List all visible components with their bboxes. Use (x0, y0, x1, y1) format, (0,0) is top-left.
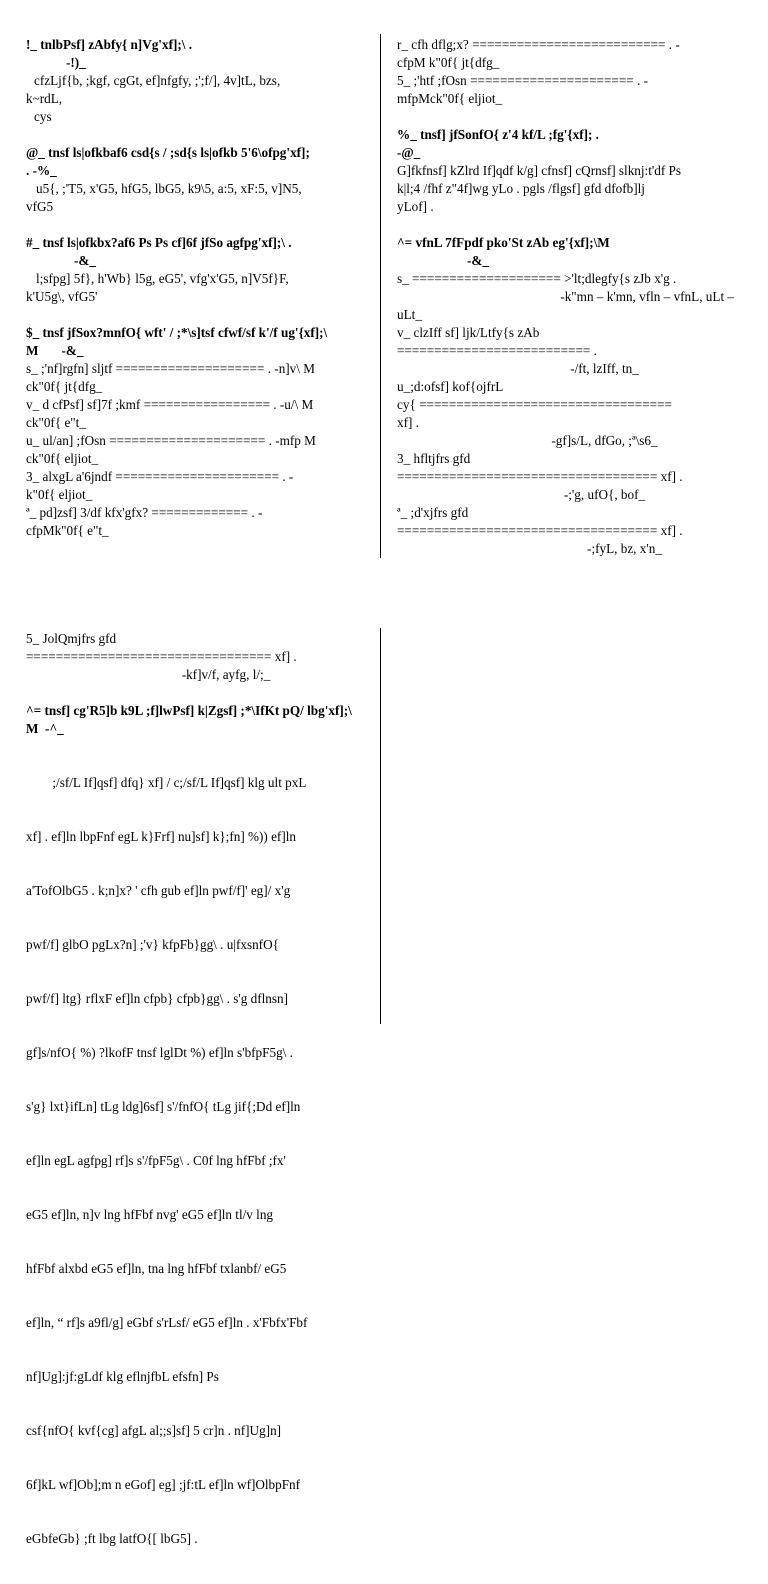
question-2-heading: @_ tnsf ls|ofkbaf6 csd{s / ;sd{s ls|ofkb 5'6\ofpg'xf]; (26, 145, 310, 160)
question-1-words: cfzLjf{b, ;kgf, cgGt, ef]nfgfy, ;';f/], 4v]tL, bzs, (34, 73, 281, 88)
question-2 (26, 144, 366, 216)
passage-line: csf{nfO{ kvf{cg] afgL al;;s]sf] 5 cr]n . nf]Ug]n] (26, 1423, 282, 1438)
question-2-words-cont: vfG5 (26, 199, 54, 214)
passage-line: ;/sf/L If]qsf] dfq} xf] / c;/sf/L If]qsf] klg ult pxL (26, 775, 307, 790)
question-6-item-d-hint: -;'g, ufO{, bof_ (563, 487, 646, 502)
question-4-heading (26, 324, 366, 360)
question-6-heading: ^= vfnL 7fFpdf pko'St zAb eg'{xf];\M (397, 235, 610, 250)
question-6-item-d: 3_ hfltjfrs gfd (397, 451, 471, 466)
question-7-passage (26, 738, 366, 1584)
question-4-item-a-hint: ck"0f{ jt{dfg_ (26, 379, 103, 394)
question-4-item-b-hint: ck"0f{ e"t_ (26, 415, 86, 430)
question-6-item-a-hint-cont: uLt_ (397, 307, 422, 322)
passage-line: gf]s/nfO{ %) ?lkofF tnsf lglDt %) ef]ln s'bfpF5g\ . (26, 1045, 293, 1060)
passage-line: ef]ln, “ rf]s a9fl/g] eGbf s'rLsf/ eG5 ef]ln . x'Fbfx'Fbf (26, 1315, 308, 1330)
passage-line: pwf/f] glbO pgLx?n] ;'v} kfpFb}gg\ . u|fxsnfO{ (26, 937, 279, 952)
passage-line: eGbfeGb} ;ft lbg latfO{[ lbG5] . (26, 1531, 198, 1546)
bottom-left-column (26, 630, 366, 1584)
question-4 (26, 324, 366, 540)
question-5-sentence-2: k|l;4 /fhf z"4f]wg yLo . pgls /flgsf] gfd dfofb]lj (397, 181, 645, 196)
passage-line: eG5 ef]ln, n]v lng hfFbf nvg' eG5 ef]ln tl/v lng (26, 1207, 274, 1222)
question-4-item-g: 5_ ;'htf ;fOsn ====================== . - (397, 73, 648, 88)
question-6-item-b-hint: -/ft, lzIff, tn_ (570, 361, 639, 376)
question-6-item-f-hint: -kf]v/f, ayfg, l/;_ (181, 667, 271, 682)
question-5-heading: %_ tnsf] jfSonfO{ z'4 kf/L ;fg'{xf]; . (397, 127, 599, 142)
question-4-item-g-hint: mfpMck"0f{ eljiot_ (397, 91, 503, 106)
question-4-item-f-hint: cfpM k"0f{ jt{dfg_ (397, 55, 500, 70)
question-6-item-e-blank: =================================== xf] . (397, 523, 683, 538)
passage-line: a'TofOlbG5 . k;n]x? ' cfh gub ef]ln pwf/f]' eg]/ x'g (26, 883, 291, 898)
question-1-words-end: cys (34, 109, 52, 124)
question-4-item-e: ª_ pd]zsf] 3/df kfx'gfx? ============= . - (26, 505, 263, 520)
question-7-heading-text: ^= tnsf] cg'R5]b k9L ;f]lwPsf] k|Zgsf] ;*\IfKt pQ/ lbg'xf];\ M (26, 703, 352, 736)
question-5 (397, 126, 742, 216)
question-6-item-e: ª_ ;d'xjfrs gfd (397, 505, 469, 520)
question-6-item-b: v_ clzIff sf] ljk/Ltfy{s zAb (397, 325, 540, 340)
question-4-item-c-hint: ck"0f{ eljiot_ (26, 451, 99, 466)
question-6-item-a-hint: -k"mn – k'mn, vfln – vfnL, uLt – (560, 289, 734, 304)
passage-line: ef]ln egL agfpg] rf]s s'/fpF5g\ . C0f lng hfFbf ;fx' (26, 1153, 286, 1168)
question-4-marks: -&_ (61, 343, 84, 358)
column-divider-bottom (380, 628, 381, 1024)
column-divider-top (380, 34, 381, 558)
question-6-item-c-end: xf] . (397, 415, 419, 430)
question-4-heading-text: $_ tnsf jfSox?mnfO{ wft' / ;*\s]tsf cfwf/sf k'/f ug'{xf];\ M (26, 325, 328, 358)
question-6-item-d-blank: =================================== xf] . (397, 469, 683, 484)
question-1-marks: -!)_ (66, 55, 86, 70)
question-4-continued (397, 36, 742, 108)
question-6 (397, 234, 742, 558)
question-2-words: u5{, ;'T5, x'G5, hfG5, lbG5, k9\5, a:5, xF:5, v]N5, (36, 181, 302, 196)
question-5-sentence-1: G]fkfnsf] kZlrd If]qdf k/g] cfnsf] cQrnsf] slknj:t'df Ps (397, 163, 682, 178)
passage-line: xf] . ef]ln lbpFnf egL k}Frf] nu]sf] k};fn] %)) ef]ln (26, 829, 296, 844)
question-4-item-f: r_ cfh dflg;x? ========================== . - (397, 37, 680, 52)
question-6-item-a: s_ ==================== >'lt;dlegfy{s zJb x'g . (397, 271, 677, 286)
question-6-marks: -&_ (467, 253, 489, 268)
question-1-heading: !_ tnlbPsf] zAbfy{ n]Vg'xf];\ . (26, 37, 192, 52)
passage-line: pwf/f] ltg} rflxF ef]ln cfpb} cfpb}gg\ . s'g dflnsn] (26, 991, 288, 1006)
question-3 (26, 234, 366, 306)
question-3-words-cont: k'U5g\, vfG5' (26, 289, 98, 304)
question-6-item-f-blank: ================================= xf] . (26, 649, 297, 664)
question-6-item-e-hint: -;fyL, bz, x'n_ (587, 541, 662, 556)
question-6-item-c-blank: cy{ ================================== (397, 397, 672, 412)
question-7 (26, 702, 366, 1584)
top-left-column (26, 36, 366, 540)
question-2-marks: . -%_ (26, 163, 57, 178)
passage-line: 6f]kL wf]Ob];m n eGof] eg] ;jf:tL ef]ln wf]OlbpFnf (26, 1477, 301, 1492)
question-6-continued (26, 630, 366, 684)
question-7-heading (26, 702, 366, 738)
question-6-item-f: 5_ JolQmjfrs gfd (26, 631, 117, 646)
question-3-marks: -&_ (74, 253, 96, 268)
question-4-item-c: u_ ul/an] ;fOsn ===================== . -mfp M (26, 433, 316, 448)
question-4-item-a: s_ ;'nf]rgfn] sljtf ==================== . -n]v\ M (26, 361, 315, 376)
question-6-item-b-blank: ========================== . (397, 343, 597, 358)
passage-line: s'g} lxt}ifLn] tLg ldg]6sf] s'/fnfO{ tLg jif{;Dd ef]ln (26, 1099, 301, 1114)
question-4-item-b: v_ d cfPsf] sf]7f ;kmf ================= . -u/\ M (26, 397, 314, 412)
question-4-item-e-hint: cfpMk"0f{ e"t_ (26, 523, 109, 538)
passage-line: hfFbf alxbd eG5 ef]ln, tna lng hfFbf txlanbf/ eG5 (26, 1261, 287, 1276)
question-5-sentence-3: yLof] . (397, 199, 434, 214)
question-6-item-c-hint: -gf]s/L, dfGo, ;ª\s6_ (551, 433, 658, 448)
question-3-words: l;sfpg] 5f}, h'Wb} l5g, eG5', vfg'x'G5, n]V5f}F, (36, 271, 289, 286)
question-5-marks: -@_ (397, 145, 421, 160)
question-4-item-d: 3_ alxgL a'6jndf ====================== . - (26, 469, 294, 484)
passage-line: nf]Ug]:jf:gLdf klg eflnjfbL efsfn] Ps (26, 1369, 219, 1384)
question-1 (26, 36, 366, 126)
question-4-item-d-hint: k"0f{ eljiot_ (26, 487, 93, 502)
question-6-item-c: u_;d:ofsf] kof{ojfrL (397, 379, 504, 394)
top-right-column (397, 36, 742, 558)
question-7-marks: -^_ (45, 721, 64, 736)
question-3-heading: #_ tnsf ls|ofkbx?af6 Ps Ps cf]6f jfSo agfpg'xf];\ . (26, 235, 292, 250)
question-1-words-cont: k~rdL, (26, 91, 63, 106)
